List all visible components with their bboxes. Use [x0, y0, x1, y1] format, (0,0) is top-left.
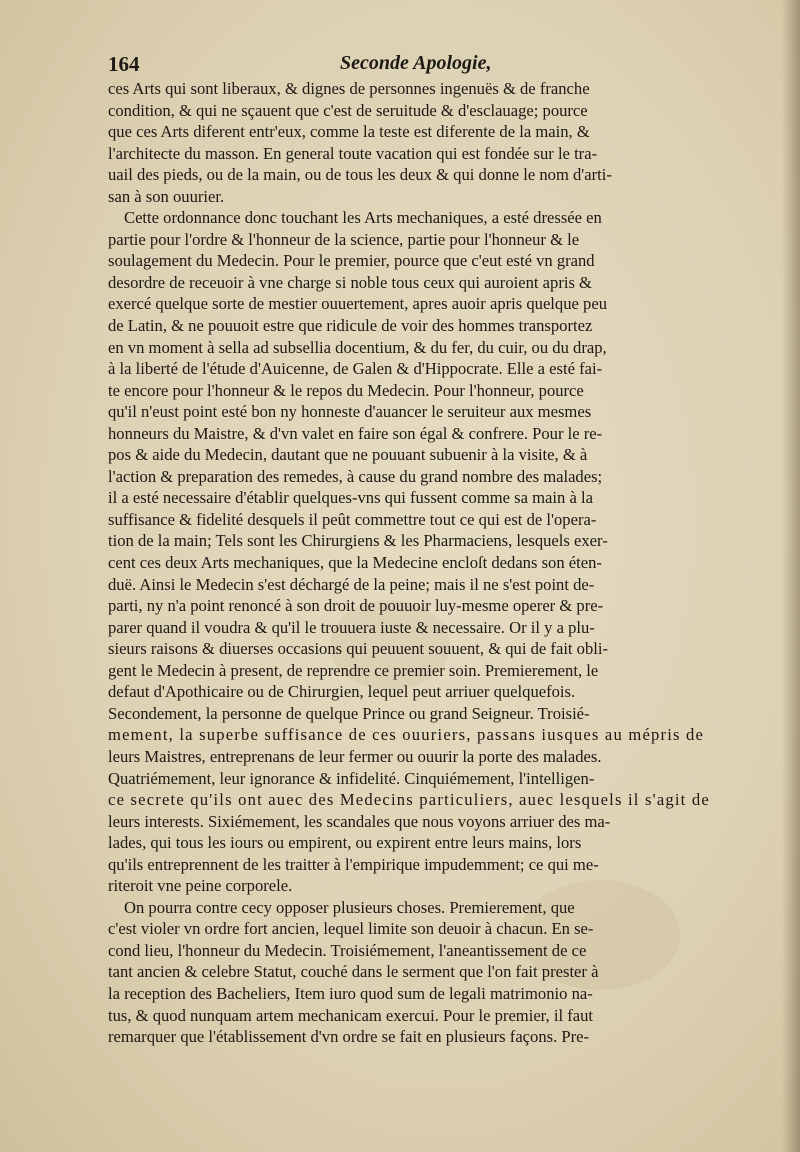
body-text: [108, 78, 740, 1048]
text-line: desordre de receuoir à vne charge si noble tous ceux qui auroient apris &: [108, 272, 592, 292]
text-line: il a esté necessaire d'établir quelques-vns qui fussent comme sa main à la: [108, 488, 593, 508]
text-line: parer quand il voudra & qu'il le trouuera iuste & necessaire. Or il y a plu-: [108, 617, 595, 637]
text-line: duë. Ainsi le Medecin s'est déchargé de la peine; mais il ne s'est point de-: [108, 574, 595, 594]
text-line: qu'ils entreprennent de les traitter à l'empirique impudemment; ce qui me-: [108, 854, 599, 874]
text-line: ce secrete qu'ils ont auec des Medecins particuliers, auec lesquels il s'agit de: [108, 790, 710, 810]
text-line: c'est violer vn ordre fort ancien, lequel limite son deuoir à chacun. En se-: [108, 919, 594, 939]
text-line: uail des pieds, ou de la main, ou de tous les deux & qui donne le nom d'arti-: [108, 165, 612, 185]
text-line: leurs Maistres, entreprenans de leur fermer ou ouurir la porte des malades.: [108, 746, 602, 766]
text-line: que ces Arts diferent entr'eux, comme la teste est diferente de la main, &: [108, 122, 590, 142]
text-line: à la liberté de l'étude d'Auicenne, de Galen & d'Hippocrate. Elle a esté fai-: [108, 359, 603, 379]
text-line: On pourra contre cecy opposer plusieurs choses. Premierement, que: [124, 897, 575, 917]
text-line: lades, qui tous les iours ou empirent, ou expirent entre leurs mains, lors: [108, 833, 582, 853]
text-line: qu'il n'eust point esté bon ny honneste d'auancer le seruiteur aux mesmes: [108, 402, 592, 422]
text-line: pos & aide du Medecin, dautant que ne pouuant subuenir à la visite, & à: [108, 445, 588, 465]
text-line: riteroit vne peine corporele.: [108, 876, 293, 896]
text-line: remarquer que l'établissement d'vn ordre se fait en plusieurs façons. Pre-: [108, 1027, 590, 1047]
text-line: leurs interests. Sixiémement, les scandales que nous voyons arriuer des ma-: [108, 811, 611, 831]
text-line: suffisance & fidelité desquels il peût commettre tout ce qui est de l'opera-: [108, 509, 597, 529]
text-line: en vn moment à sella ad subsellia docentium, & du fer, du cuir, ou du drap,: [108, 337, 607, 357]
text-line: honneurs du Maistre, & d'vn valet en faire son égal & confrere. Pour le re-: [108, 423, 603, 443]
text-line: san à son ouurier.: [108, 186, 225, 206]
page-edge-shadow: [782, 0, 800, 1152]
text-line: l'architecte du masson. En general toute vacation qui est fondée sur le tra-: [108, 143, 598, 163]
text-line: l'action & preparation des remedes, à cause du grand nombre des malades;: [108, 466, 603, 486]
text-line: de Latin, & ne pouuoit estre que ridicule de voir des hommes transportez: [108, 316, 593, 336]
text-line: gent le Medecin à present, de reprendre ce premier soin. Premierement, le: [108, 660, 599, 680]
text-line: tant ancien & celebre Statut, couché dans le serment que l'on fait prester à: [108, 962, 599, 982]
text-line: Quatriémement, leur ignorance & infidelité. Cinquiémement, l'intelligen-: [108, 768, 595, 788]
text-line: cent ces deux Arts mechaniques, que la Medecine encloſt dedans son éten-: [108, 553, 602, 573]
text-line: Secondement, la personne de quelque Prince ou grand Seigneur. Troisié-: [108, 703, 590, 723]
text-line: soulagement du Medecin. Pour le premier, pource que c'eut esté vn grand: [108, 251, 595, 271]
text-line: partie pour l'ordre & l'honneur de la science, partie pour l'honneur & le: [108, 229, 580, 249]
text-line: cond lieu, l'honneur du Medecin. Troisiémement, l'aneantissement de ce: [108, 940, 587, 960]
text-line: parti, ny n'a point renoncé à son droit de pouuoir luy-mesme operer & pre-: [108, 596, 604, 616]
text-line: tus, & quod nunquam artem mechanicam exercui. Pour le premier, il faut: [108, 1005, 594, 1025]
page-number: 164: [108, 52, 140, 76]
text-line: la reception des Bacheliers, Item iuro quod sum de legali matrimonio na-: [108, 983, 593, 1003]
text-line: exercé quelque sorte de mestier ouuertement, apres auoir apris quelque peu: [108, 294, 607, 314]
text-line: tion de la main; Tels sont les Chirurgiens & les Pharmaciens, lesquels exer-: [108, 531, 608, 551]
text-line: mement, la superbe suffisance de ces ouuriers, passans iusques au mépris de: [108, 725, 705, 745]
running-title: Seconde Apologie,: [340, 52, 492, 74]
text-line: condition, & qui ne sçauent que c'est de seruitude & d'esclauage; pource: [108, 100, 588, 120]
text-line: Cette ordonnance donc touchant les Arts mechaniques, a esté dressée en: [124, 208, 602, 228]
text-line: sieurs raisons & diuerses occasions qui peuuent souuent, & qui de fait obli-: [108, 639, 609, 659]
text-line: ces Arts qui sont liberaux, & dignes de personnes ingenuës & de franche: [108, 79, 590, 98]
text-line: defaut d'Apothicaire ou de Chirurgien, lequel peut arriuer quelquefois.: [108, 682, 576, 702]
text-line: te encore pour l'honneur & le repos du Medecin. Pour l'honneur, pource: [108, 380, 584, 400]
